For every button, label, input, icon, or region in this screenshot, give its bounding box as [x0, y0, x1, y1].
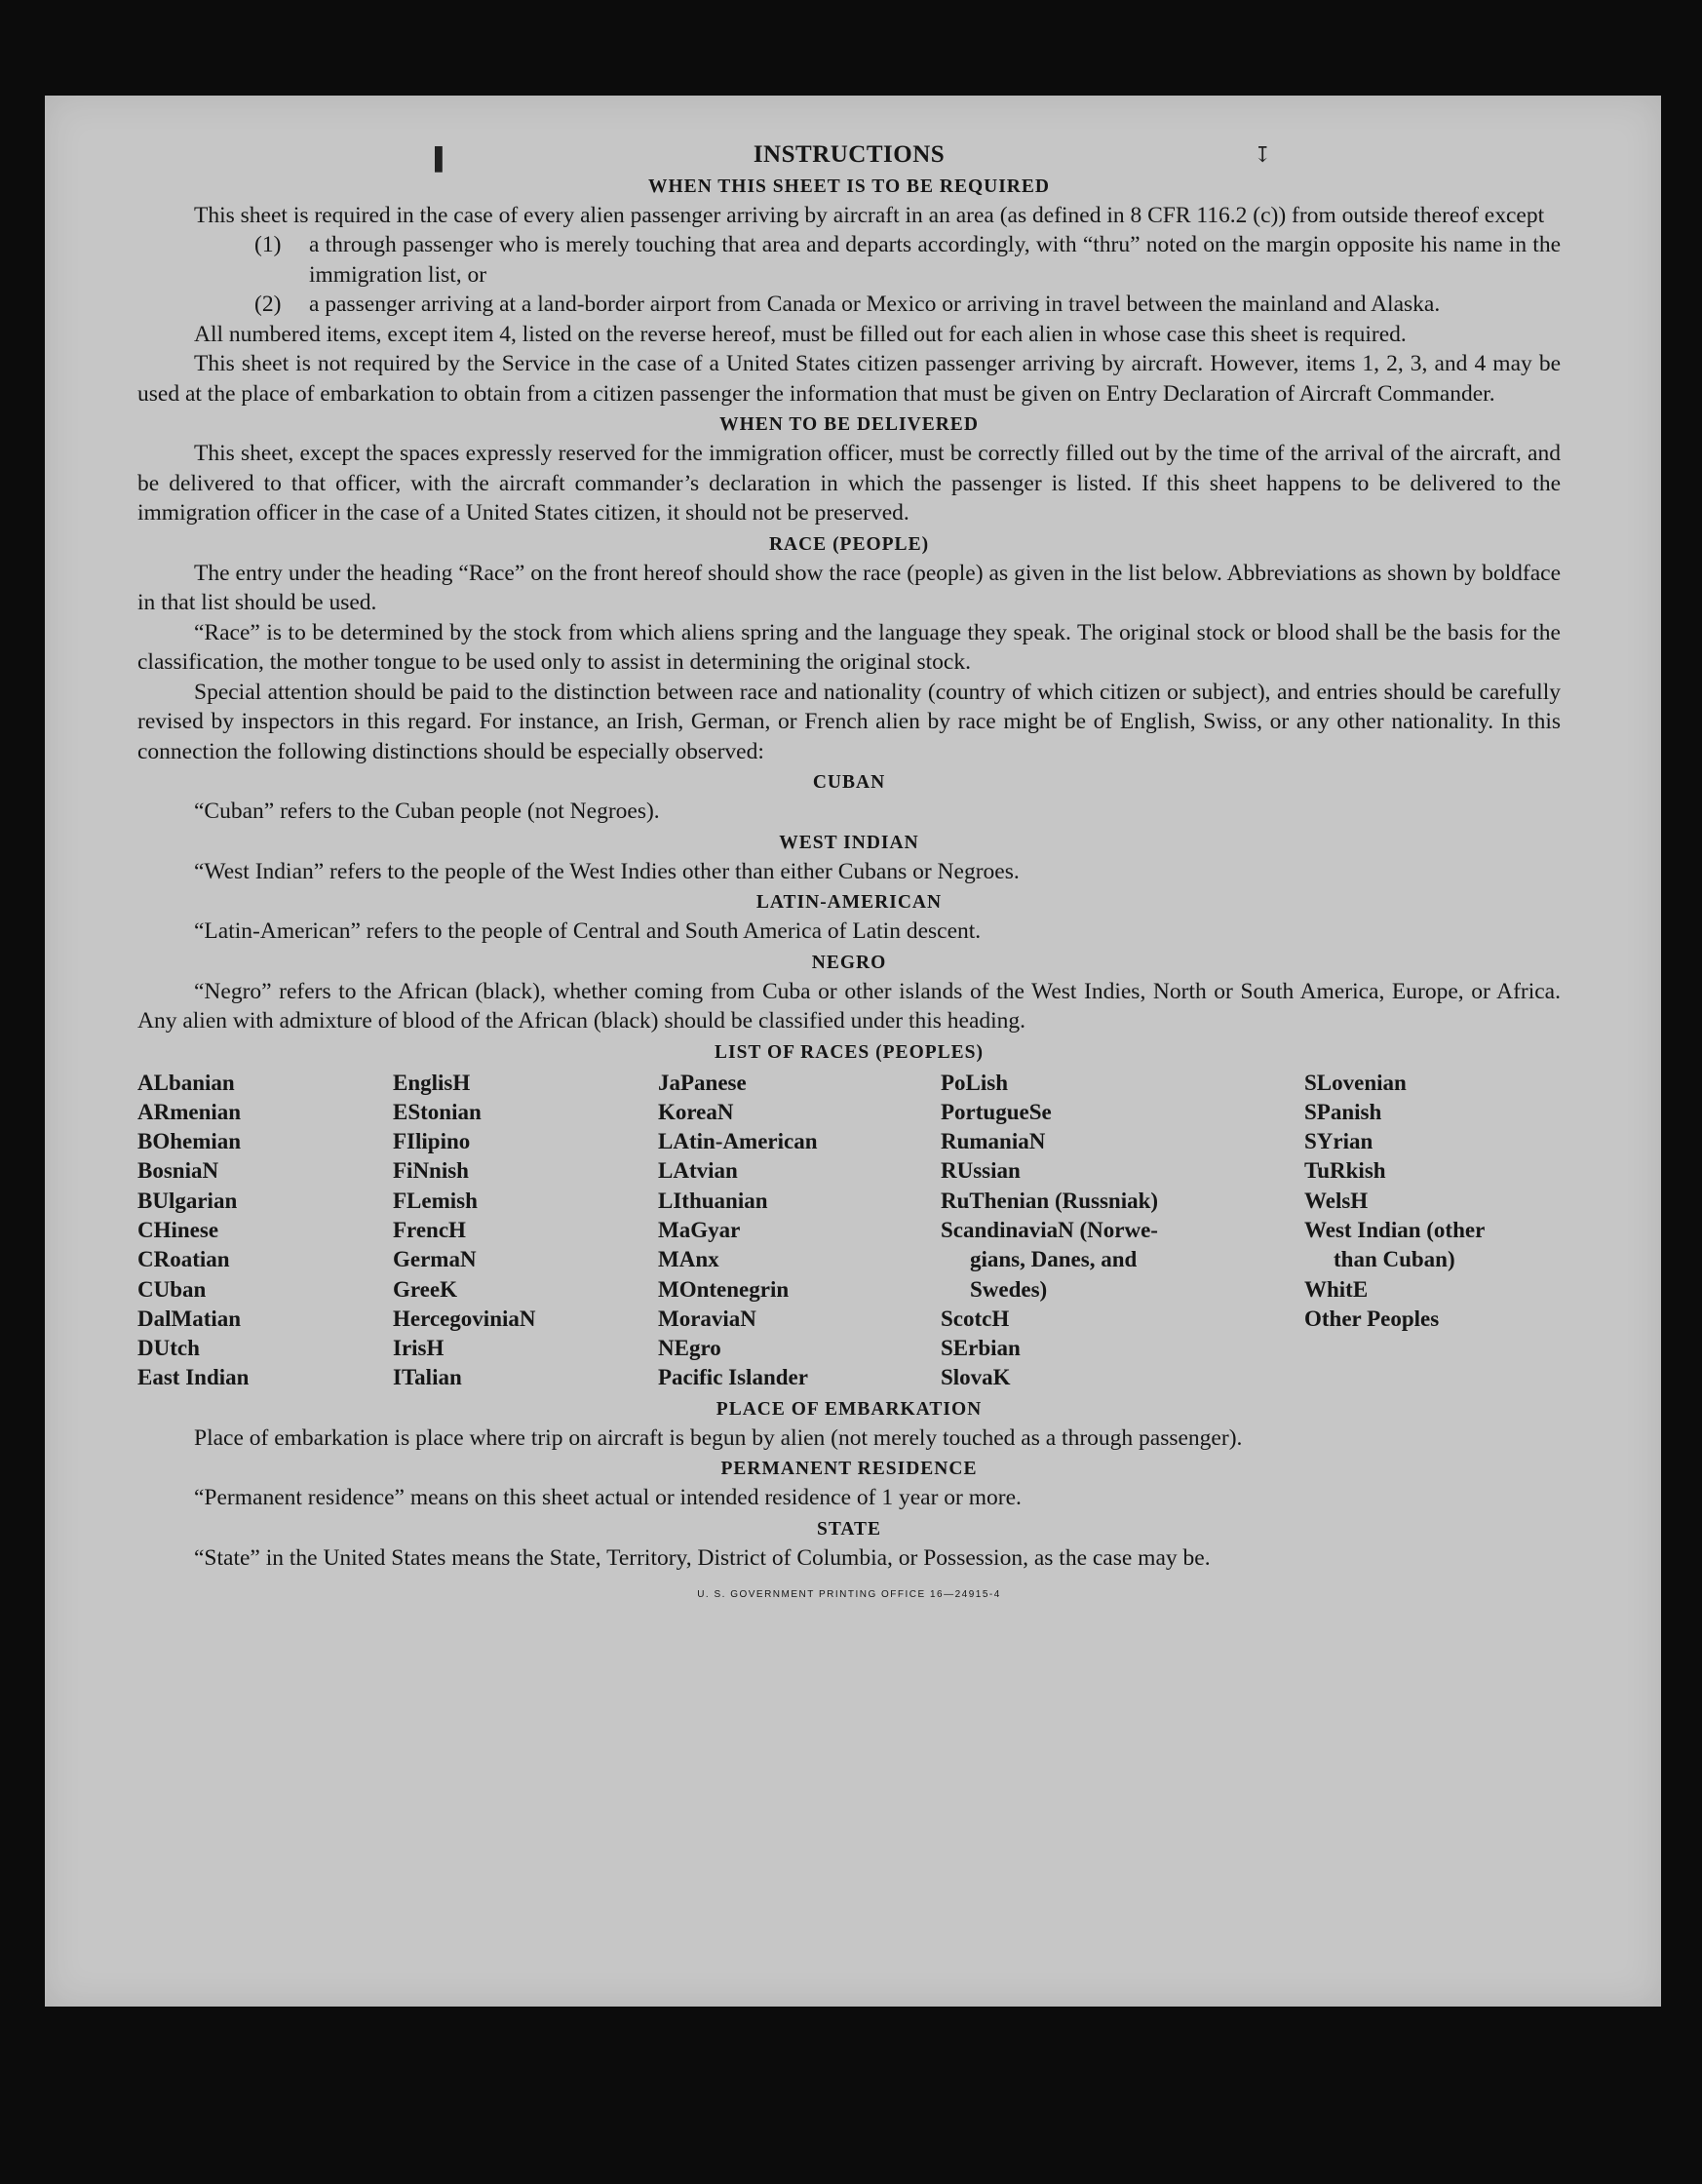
race-entry: ScotcH: [941, 1306, 1010, 1331]
printer-imprint: U. S. GOVERNMENT PRINTING OFFICE 16—24915-4: [697, 1589, 1001, 1601]
section-heading-state: STATE: [816, 1518, 882, 1540]
race-entry: SPanish: [1304, 1099, 1382, 1124]
race-entry: BOhemian: [137, 1129, 242, 1154]
race-entry: West Indian (other: [1304, 1217, 1486, 1242]
paragraph-negro: “Negro” refers to the African (black), whether coming from Cuba or other islands of the West Indies, North or South America, Europe, or Africa. Any alien with admixture of blood of the African (black) should be classified under this heading.: [137, 978, 1561, 1034]
race-column-3: [658, 1069, 941, 1393]
race-entry: IrisH: [393, 1336, 445, 1361]
race-entry: JaPanese: [658, 1070, 747, 1095]
race-entry: EStonian: [393, 1099, 482, 1124]
race-entry: CRoatian: [137, 1247, 230, 1272]
race-list: [137, 1069, 1561, 1393]
race-entry: Other Peoples: [1304, 1306, 1440, 1331]
race-entry: MOntenegrin: [658, 1276, 790, 1302]
page-title: INSTRUCTIONS: [753, 141, 946, 168]
race-entry: FLemish: [393, 1188, 478, 1213]
paragraph-race-nationality: Special attention should be paid to the distinction between race and nationality (country of which citizen or subject), and entries should be carefully revised by inspectors in this regard. For instance, an Irish, German, or French alien by race might be of English, Swiss, or any other nationality. In this connection the following distinctions should be especially observed:: [137, 679, 1561, 764]
paragraph-citizen: This sheet is not required by the Service in the case of a United States citizen passenger arriving by aircraft. However, items 1, 2, 3, and 4 may be used at the place of embarkation to obtain from a citizen passenger the information that must be given on Entry Declaration of Aircraft Commander.: [137, 351, 1561, 407]
section-heading-race-list: LIST OF RACES (PEOPLES): [714, 1041, 984, 1063]
race-column-5: [1304, 1069, 1561, 1393]
race-entry: ITalian: [393, 1365, 462, 1390]
race-entry: DUtch: [137, 1336, 200, 1361]
race-entry: LIthuanian: [658, 1188, 768, 1213]
document-page: [45, 96, 1661, 2007]
paragraph-residence: “Permanent residence” means on this sheet actual or intended residence of 1 year or more.: [194, 1485, 1022, 1511]
paragraph-embarkation: Place of embarkation is place where trip on aircraft is begun by alien (not merely touched as a through passenger).: [194, 1424, 1243, 1451]
race-entry: WelsH: [1304, 1188, 1369, 1213]
race-entry: Pacific Islander: [658, 1365, 808, 1390]
section-heading-embarkation: PLACE OF EMBARKATION: [716, 1398, 983, 1420]
race-entry: SlovaK: [941, 1365, 1011, 1390]
race-column-4: [941, 1069, 1304, 1393]
race-entry: ALbanian: [137, 1070, 235, 1095]
race-entry: East Indian: [137, 1365, 250, 1390]
race-entry: EnglisH: [393, 1070, 471, 1095]
race-column-1: [137, 1069, 393, 1393]
race-entry: PoLish: [941, 1070, 1009, 1095]
race-entry: CHinese: [137, 1217, 219, 1242]
section-heading-residence: PERMANENT RESIDENCE: [720, 1459, 978, 1480]
instructions-body: [137, 140, 1561, 1611]
race-entry: MaGyar: [658, 1217, 741, 1242]
paragraph-latin-american: “Latin-American” refers to the people of Central and South America of Latin descent.: [194, 918, 982, 944]
race-entry: ScandinaviaN (Norwe-: [941, 1217, 1158, 1242]
race-entry: GermaN: [393, 1247, 477, 1272]
stray-mark: ↧: [1254, 142, 1272, 167]
race-column-2: [393, 1069, 658, 1393]
race-entry: MAnx: [658, 1247, 719, 1272]
list-item: [137, 290, 1561, 320]
section-heading-race: RACE (PEOPLE): [768, 533, 930, 555]
stray-mark: ▌: [435, 146, 450, 171]
race-entry: SErbian: [941, 1336, 1021, 1361]
race-entry: FrencH: [393, 1217, 466, 1242]
race-entry: CUban: [137, 1276, 207, 1302]
race-entry: than Cuban): [1334, 1247, 1455, 1272]
paragraph-race-entry: The entry under the heading “Race” on the front hereof should show the race (people) as given in the list below. Abbreviations as shown by boldface in that list should be used.: [137, 560, 1561, 615]
race-entry: GreeK: [393, 1276, 457, 1302]
paragraph-cuban: “Cuban” refers to the Cuban people (not Negroes).: [194, 799, 660, 824]
race-entry: SLovenian: [1304, 1070, 1407, 1095]
paragraph-required-intro: This sheet is required in the case of every alien passenger arriving by aircraft in an area (as defined in 8 CFR 116.2 (c)) from outside thereof except: [194, 202, 1545, 228]
race-entry: ARmenian: [137, 1099, 242, 1124]
race-entry: DalMatian: [137, 1306, 242, 1331]
race-entry: MoraviaN: [658, 1306, 756, 1331]
race-entry: LAtvian: [658, 1158, 738, 1184]
race-entry: RuThenian (Russniak): [941, 1188, 1159, 1213]
race-entry: LAtin-American: [658, 1129, 818, 1154]
race-entry: NEgro: [658, 1336, 721, 1361]
paragraph-race-stock: “Race” is to be determined by the stock from which aliens spring and the language they speak. The original stock or blood shall be the basis for the classification, the mother tongue to be used only to assist in determining the original stock.: [137, 619, 1561, 675]
section-heading-delivered: WHEN TO BE DELIVERED: [719, 414, 979, 435]
race-entry: FiNnish: [393, 1158, 469, 1184]
section-heading-latin-american: LATIN-AMERICAN: [755, 892, 943, 913]
race-entry: TuRkish: [1304, 1158, 1386, 1184]
race-entry: PortugueSe: [941, 1099, 1052, 1124]
section-heading-cuban: CUBAN: [812, 772, 886, 793]
list-item-number: (2): [254, 292, 282, 317]
paragraph-numbered-items: All numbered items, except item 4, listed on the reverse hereof, must be filled out for each alien in whose case this sheet is required.: [194, 321, 1407, 347]
race-entry: FIlipino: [393, 1129, 471, 1154]
race-entry: BUlgarian: [137, 1188, 238, 1213]
list-item-text: a through passenger who is merely touching that area and departs accordingly, with “thru” noted on the margin opposite his name in the immigration list, or: [309, 232, 1561, 288]
race-entry: RumaniaN: [941, 1129, 1046, 1154]
section-heading-required: WHEN THIS SHEET IS TO BE REQUIRED: [648, 176, 1050, 197]
race-entry: WhitE: [1304, 1276, 1369, 1302]
race-entry: Swedes): [970, 1276, 1048, 1302]
paragraph-west-indian: “West Indian” refers to the people of the West Indies other than either Cubans or Negroes.: [194, 858, 1020, 884]
race-entry: SYrian: [1304, 1129, 1373, 1154]
paragraph-state: “State” in the United States means the State, Territory, District of Columbia, or Possession, as the case may be.: [194, 1544, 1211, 1571]
list-item-text: a passenger arriving at a land-border airport from Canada or Mexico or arriving in travel between the mainland and Alaska.: [309, 292, 1441, 317]
race-entry: HercegoviniaN: [393, 1306, 536, 1331]
paragraph-delivered: This sheet, except the spaces expressly reserved for the immigration officer, must be correctly filled out by the time of the arrival of the aircraft, and be delivered to that officer, with the aircraft commander’s declaration in which the passenger is listed. If this sheet happens to be delivered to the immigration officer in the case of a United States citizen, it should not be preserved.: [137, 441, 1561, 526]
race-entry: KoreaN: [658, 1099, 734, 1124]
section-heading-negro: NEGRO: [811, 952, 887, 973]
list-item-number: (1): [254, 232, 282, 257]
race-entry: RUssian: [941, 1158, 1021, 1184]
list-item: [137, 230, 1561, 290]
race-entry: BosniaN: [137, 1158, 219, 1184]
section-heading-west-indian: WEST INDIAN: [779, 832, 919, 853]
race-entry: gians, Danes, and: [970, 1247, 1138, 1272]
